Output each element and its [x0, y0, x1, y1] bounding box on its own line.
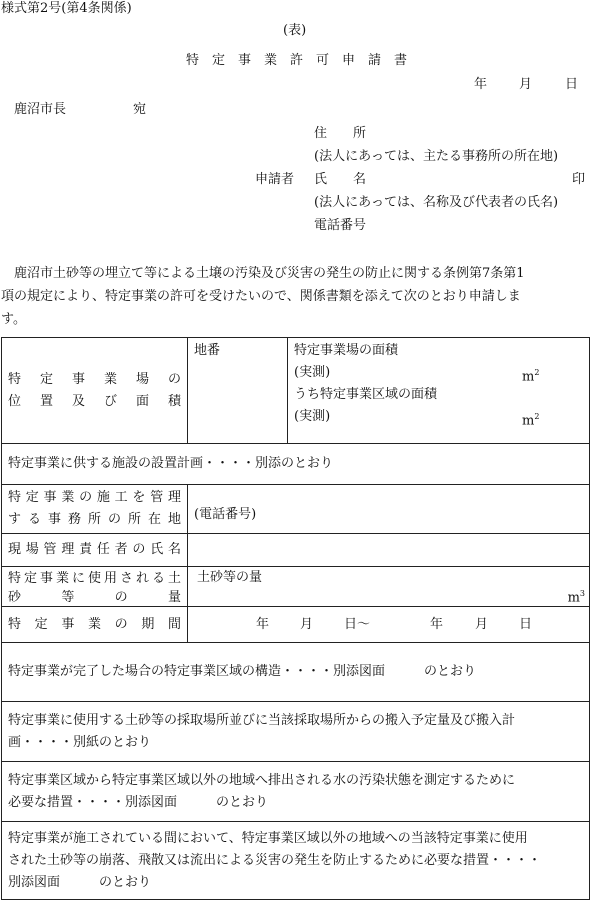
sub-area-measured-label: (実測) [294, 409, 331, 424]
period-end-month: 月 [475, 616, 489, 632]
site-lot-cell[interactable] [188, 338, 288, 444]
disaster-line-2: された土砂等の崩落、飛散又は流出による災害の発生を防止するために必要な措置・・・・ [8, 852, 542, 868]
office-value-cell[interactable] [188, 485, 590, 534]
manager-label: 現場管理責任者の氏名 [8, 542, 181, 557]
period-label-cell [2, 607, 188, 643]
sub-area-unit: $m^2$ [522, 412, 540, 429]
manager-value-cell[interactable] [188, 534, 590, 567]
office-label-line2: する事務所の所在地 [8, 512, 181, 527]
office-label-line1: 特定事業の施工を管理 [8, 490, 181, 505]
form-number: 様式第2号(第4条関係) [1, 1, 132, 16]
soil-label-line2: 砂等の量 [8, 589, 181, 605]
soil-row [2, 567, 590, 607]
period-end-day: 日 [519, 616, 533, 632]
period-start-month: 月 [300, 616, 314, 632]
application-table [1, 337, 590, 900]
structure-text: 特定事業が完了した場合の特定事業区域の構造・・・・別添図面 のとおり [8, 664, 477, 679]
soil-label-line1: 特定事業に使用される土 [8, 570, 181, 586]
disaster-row [2, 822, 590, 900]
period-row [2, 607, 590, 643]
applicant-phone-label: 電話番号 [314, 218, 367, 233]
office-row [2, 485, 590, 534]
site-label-cell [2, 338, 188, 444]
office-label-cell [2, 485, 188, 534]
facility-plan-text: 特定事業に供する施設の設置計画・・・・別添のとおり [8, 456, 334, 471]
facility-plan-row [2, 444, 590, 485]
source-row [2, 702, 590, 762]
source-line-2: 画・・・・別紙のとおり [8, 734, 152, 750]
disaster-line-1: 特定事業が施工されている間において、特定事業区域以外の地域への当該特定事業に使用 [8, 830, 528, 846]
intro-line-2: 項の規定により、特定事業の許可を受けたいので、関係書類を添えて次のとおり申請しま [1, 289, 521, 304]
water-line-1: 特定事業区域から特定事業区域以外の地域へ排出される水の汚染状態を測定するために [8, 772, 516, 788]
form-side-label: (表) [283, 23, 307, 38]
applicant-address-note: (法人にあっては、主たる事務所の所在地) [314, 149, 559, 164]
addressee: 鹿沼市長 [14, 102, 67, 117]
applicant-name-label: 氏 名 [314, 172, 367, 187]
sub-area-label: うち特定事業区域の面積 [294, 387, 438, 402]
seal-mark: 印 [572, 172, 586, 187]
soil-value-cell[interactable] [188, 567, 590, 607]
area-unit: $m^2$ [522, 368, 540, 385]
water-row [2, 762, 590, 822]
period-start-day: 日〜 [344, 616, 371, 632]
facility-plan-cell [2, 444, 590, 485]
structure-cell [2, 643, 590, 702]
site-label-line1: 特定事業場の [8, 371, 181, 387]
source-line-1: 特定事業に使用する土砂等の採取場所並びに当該採取場所からの搬入予定量及び搬入計 [8, 712, 516, 728]
area-measured-label: (実測) [294, 365, 331, 380]
disaster-cell [2, 822, 590, 900]
applicant-name-note: (法人にあっては、名称及び代表者の氏名) [314, 195, 559, 210]
period-start-year: 年 [256, 616, 270, 632]
office-phone-label: (電話番号) [194, 507, 257, 522]
site-label-line2: 位置及び面積 [8, 393, 181, 409]
period-end-year: 年 [430, 616, 444, 632]
soil-amount-label: 土砂等の量 [197, 570, 263, 585]
applicant-role-label: 申請者 [255, 172, 295, 187]
date-month-label: 月 [519, 77, 533, 92]
lot-label: 地番 [194, 343, 221, 358]
date-day-label: 日 [565, 77, 579, 92]
disaster-line-3: 別添図面 のとおり [8, 874, 152, 890]
site-row [2, 338, 590, 444]
water-line-2: 必要な措置・・・・別添図面 のとおり [8, 794, 269, 810]
date-year-label: 年 [474, 77, 488, 92]
period-label: 特定事業の期間 [8, 616, 181, 632]
intro-line-3: す。 [1, 312, 26, 327]
structure-row [2, 643, 590, 702]
period-value-cell[interactable] [188, 607, 590, 643]
manager-row [2, 534, 590, 567]
intro-line-1: 鹿沼市土砂等の埋立て等による土壌の汚染及び災害の発生の防止に関する条例第7条第1 [14, 266, 525, 281]
site-area-cell[interactable] [288, 338, 590, 444]
soil-label-cell [2, 567, 188, 607]
soil-unit: $m^3$ [567, 589, 585, 606]
applicant-address-label: 住 所 [314, 126, 367, 141]
area-label: 特定事業場の面積 [294, 343, 399, 358]
manager-label-cell [2, 534, 188, 567]
page-title: 特定事業許可申請書 [186, 53, 421, 68]
source-cell [2, 702, 590, 762]
water-cell [2, 762, 590, 822]
addressee-honorific: 宛 [133, 102, 147, 117]
